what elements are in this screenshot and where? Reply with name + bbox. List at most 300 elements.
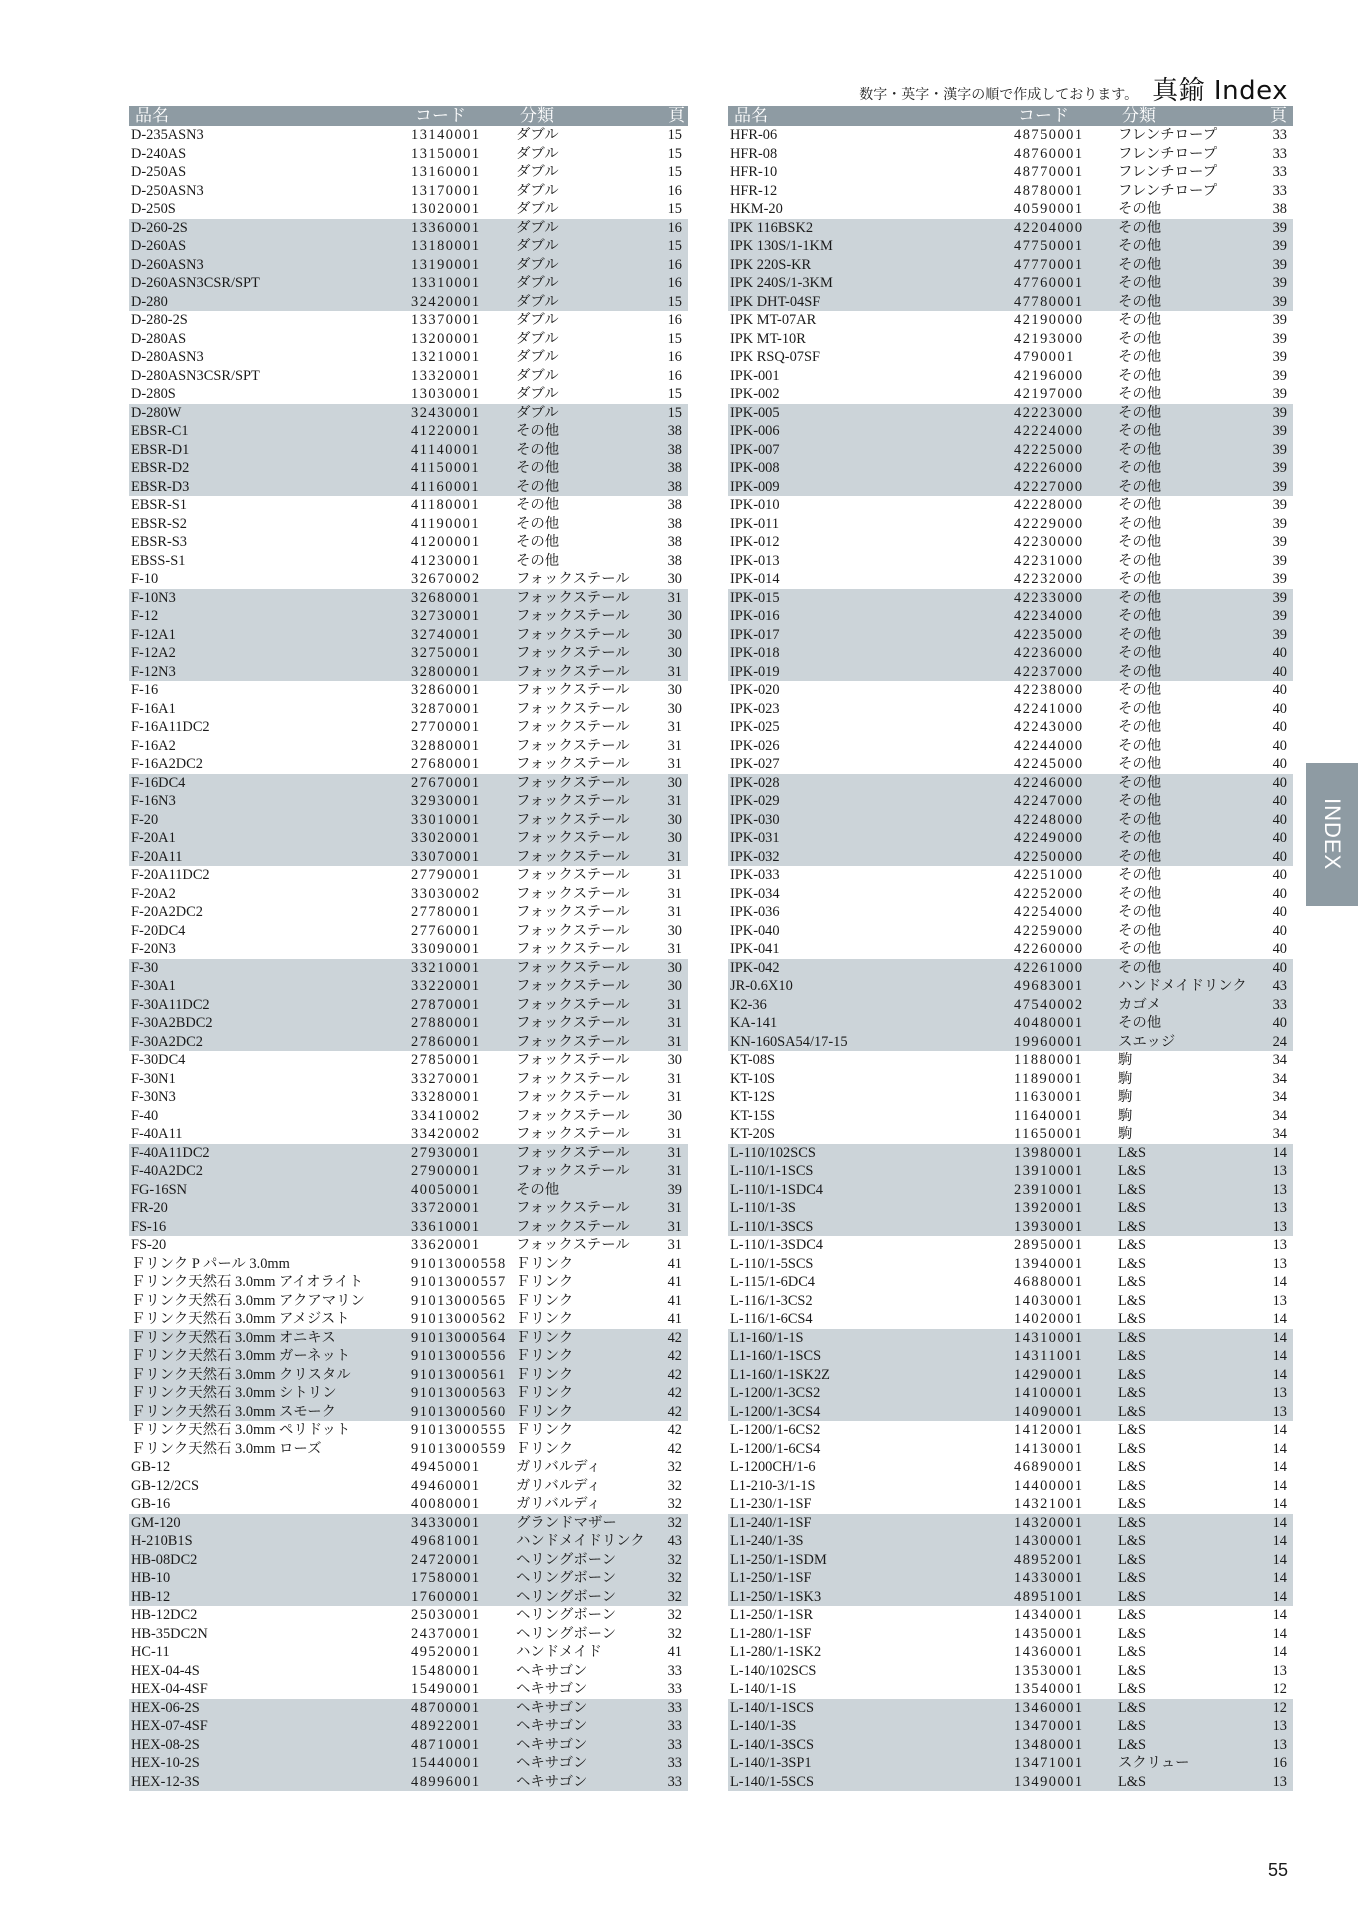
item-name: IPK DHT-04SF: [728, 293, 1012, 312]
item-name: D-280AS: [131, 330, 187, 347]
item-category: その他: [1118, 497, 1162, 513]
item-code: 15490001: [411, 1681, 481, 1697]
item-category: フォックステール: [514, 996, 662, 1015]
item-name: IPK-014: [730, 571, 780, 587]
item-category: ダブル: [514, 274, 662, 293]
item-name: KT-15S: [730, 1107, 776, 1124]
col-header-name: 品名: [728, 106, 1012, 126]
item-category: ヘキサゴン: [514, 1754, 662, 1773]
item-code: 13140001: [411, 127, 481, 143]
item-page: 31: [667, 1237, 682, 1253]
item-code: 91013000559: [411, 1440, 507, 1457]
item-name: IPK-041: [730, 941, 780, 957]
item-name: Ｆリンク天然石 3.0mm オニキス: [129, 1329, 409, 1348]
item-category: その他: [1116, 848, 1264, 867]
item-page: 39: [662, 1181, 688, 1200]
item-category: その他: [1116, 663, 1264, 682]
item-page: 33: [662, 1736, 688, 1755]
item-category: その他: [1116, 792, 1264, 811]
table-row: [728, 496, 1293, 515]
item-page: 38: [662, 422, 688, 441]
item-category: ダブル: [516, 127, 559, 143]
table-row: [728, 1033, 1293, 1052]
item-category: フォックステール: [514, 1218, 662, 1237]
table-row: [129, 515, 688, 534]
item-category: ヘキサゴン: [514, 1717, 662, 1736]
item-category: フォックステール: [516, 571, 630, 587]
item-category: その他: [1118, 515, 1162, 532]
item-page: 40: [1272, 700, 1287, 717]
item-page: 33: [662, 1699, 688, 1718]
item-category: L&S: [1116, 1162, 1264, 1181]
item-code: 13370001: [411, 312, 481, 328]
col-header-category: 分類: [1116, 106, 1264, 126]
item-code: 40590001: [1014, 201, 1084, 217]
table-row: [728, 1606, 1293, 1625]
item-name: L1-240/1-1SF: [728, 1514, 1012, 1533]
table-row: [728, 607, 1293, 626]
item-code: 42225000: [1012, 441, 1116, 460]
item-category: ダブル: [516, 164, 559, 180]
item-page: 14: [1264, 1514, 1293, 1533]
col-header-page: 頁: [662, 106, 688, 126]
table-row: [728, 1199, 1293, 1218]
item-page: 40: [1264, 848, 1293, 867]
item-name: L1-160/1-1SK2Z: [728, 1366, 1012, 1385]
item-page: 40: [1264, 644, 1293, 663]
item-name: K2-36: [728, 996, 1012, 1015]
item-name: HFR-08: [730, 145, 778, 162]
item-code: 42252000: [1014, 885, 1084, 902]
table-row: [728, 1181, 1293, 1200]
item-category: 駒: [1118, 1070, 1133, 1087]
item-code: 14290001: [1012, 1366, 1116, 1385]
table-row: [129, 626, 688, 645]
item-page: 13: [1264, 1717, 1293, 1736]
item-code: 41180001: [411, 497, 481, 513]
item-code: 27870001: [409, 996, 514, 1015]
item-code: 32860001: [411, 682, 481, 698]
item-page: 38: [662, 459, 688, 478]
item-page: 13: [1264, 1199, 1293, 1218]
item-name: IPK-040: [730, 922, 780, 939]
item-category: L&S: [1116, 1532, 1264, 1551]
item-code: 91013000560: [409, 1403, 514, 1422]
item-name: D-280ASN3CSR/SPT: [131, 367, 260, 384]
item-category: ヘリングボーン: [514, 1569, 662, 1588]
item-category: その他: [1118, 349, 1162, 365]
item-name: L-115/1-6DC4: [730, 1274, 816, 1290]
table-row: [129, 1014, 688, 1033]
item-page: 30: [667, 1052, 682, 1068]
item-category: その他: [1116, 626, 1264, 645]
item-name: L-1200CH/1-6: [730, 1459, 816, 1475]
item-page: 32: [662, 1514, 688, 1533]
item-page: 13: [1272, 1237, 1287, 1253]
item-category: その他: [1118, 904, 1162, 920]
table-row: [129, 718, 688, 737]
item-code: 27850001: [411, 1052, 481, 1068]
item-name: F-20A1: [129, 829, 409, 848]
item-code: 42233000: [1012, 589, 1116, 608]
item-code: 27880001: [409, 1014, 514, 1033]
item-page: 31: [662, 848, 688, 867]
item-code: 13540001: [1014, 1681, 1084, 1697]
item-page: 41: [667, 1292, 682, 1309]
item-page: 30: [662, 829, 688, 848]
table-row: [129, 1532, 688, 1551]
table-row: [129, 552, 688, 571]
item-code: 91013000555: [411, 1422, 507, 1438]
item-name: D-260ASN3: [129, 256, 409, 275]
item-name: IPK-036: [730, 904, 780, 920]
item-category: ダブル: [514, 219, 662, 238]
item-category: その他: [1118, 552, 1162, 569]
table-row: [129, 940, 688, 959]
item-name: IPK 116BSK2: [728, 219, 1012, 238]
item-code: 48952001: [1012, 1551, 1116, 1570]
item-code: 14321001: [1014, 1496, 1084, 1512]
table-row: [728, 774, 1293, 793]
table-row: [728, 1717, 1293, 1736]
table-row: [728, 866, 1293, 885]
item-name: L-116/1-6CS4: [730, 1311, 813, 1327]
table-row: [129, 1199, 688, 1218]
item-category: フォックステール: [514, 1162, 662, 1181]
item-page: 39: [1272, 515, 1287, 532]
item-category: その他: [1116, 1014, 1264, 1033]
item-name: EBSR-D1: [129, 441, 409, 460]
item-page: 31: [662, 1218, 688, 1237]
item-page: 15: [667, 386, 682, 402]
item-category: L&S: [1116, 1403, 1264, 1422]
item-name: D-280-2S: [131, 312, 188, 328]
item-name: Ｆリンク P パール 3.0mm: [131, 1255, 290, 1272]
item-category: ガリバルディ: [516, 1459, 601, 1475]
item-name: F-16: [131, 682, 159, 698]
item-page: 40: [1264, 829, 1293, 848]
item-code: 42259000: [1014, 922, 1084, 939]
item-page: 15: [667, 164, 682, 180]
item-name: IPK-006: [728, 422, 1012, 441]
item-category: L&S: [1118, 1311, 1146, 1327]
item-name: EBSR-S3: [131, 534, 187, 550]
item-page: 39: [1272, 571, 1287, 587]
item-code: 13470001: [1012, 1717, 1116, 1736]
table-row: [728, 1699, 1293, 1718]
item-page: 33: [1272, 145, 1287, 162]
item-name: Ｆリンク天然石 3.0mm アイオライト: [131, 1274, 364, 1290]
item-code: 13980001: [1012, 1144, 1116, 1163]
item-code: 42254000: [1014, 904, 1084, 920]
table-row: [728, 644, 1293, 663]
item-code: 13190001: [409, 256, 514, 275]
item-page: 13: [1264, 1403, 1293, 1422]
table-row: [129, 700, 688, 719]
item-code: 49681001: [409, 1532, 514, 1551]
item-name: IPK RSQ-07SF: [730, 349, 820, 365]
table-row: [129, 1625, 688, 1644]
item-category: ヘキサゴン: [514, 1773, 662, 1792]
table-row: [129, 496, 688, 515]
item-code: 49520001: [411, 1644, 481, 1660]
item-category: その他: [1116, 478, 1264, 497]
item-page: 39: [1272, 367, 1287, 384]
item-page: 39: [1272, 552, 1287, 569]
table-row: [728, 1125, 1293, 1144]
table-row: [129, 1366, 688, 1385]
item-category: フレンチロープ: [1118, 127, 1218, 143]
item-code: 91013000562: [411, 1311, 507, 1327]
item-page: 13: [1264, 1162, 1293, 1181]
item-category: L&S: [1118, 1422, 1146, 1438]
table-row: [129, 1736, 688, 1755]
item-code: 13180001: [409, 237, 514, 256]
item-code: 11650001: [1014, 1126, 1084, 1142]
item-category: L&S: [1118, 1274, 1146, 1290]
item-code: 23910001: [1012, 1181, 1116, 1200]
item-code: 14310001: [1012, 1329, 1116, 1348]
item-name: IPK-009: [728, 478, 1012, 497]
item-name: D-280: [129, 293, 409, 312]
table-row: [129, 1255, 688, 1274]
item-code: 13471001: [1012, 1754, 1116, 1773]
item-code: 4790001: [1014, 349, 1075, 365]
item-name: F-30N3: [131, 1089, 176, 1105]
item-code: 91013000557: [411, 1274, 507, 1290]
item-category: L&S: [1118, 1681, 1146, 1697]
item-category: ヘキサゴン: [516, 1662, 588, 1679]
item-page: 13: [1264, 1773, 1293, 1792]
item-page: 14: [1272, 1496, 1287, 1512]
item-name: D-260-2S: [129, 219, 409, 238]
table-row: [129, 1051, 688, 1070]
item-code: 14400001: [1014, 1477, 1084, 1494]
item-page: 39: [1264, 274, 1293, 293]
item-category: フォックステール: [514, 663, 662, 682]
item-code: 42234000: [1012, 607, 1116, 626]
table-row: [728, 1088, 1293, 1107]
item-page: 31: [667, 867, 682, 883]
item-category: L&S: [1116, 1347, 1264, 1366]
item-category: L&S: [1118, 1292, 1146, 1309]
item-page: 13: [1264, 1736, 1293, 1755]
item-code: 42244000: [1014, 737, 1084, 754]
item-page: 38: [1272, 201, 1287, 217]
item-code: 13530001: [1014, 1662, 1084, 1679]
item-category: ハンドメイドリンク: [1116, 977, 1264, 996]
item-code: 33410002: [411, 1107, 481, 1124]
item-name: L1-280/1-1SK2: [730, 1644, 822, 1660]
item-code: 40480001: [1012, 1014, 1116, 1033]
item-name: KT-20S: [730, 1126, 776, 1142]
item-code: 15440001: [409, 1754, 514, 1773]
table-row: [129, 1569, 688, 1588]
item-category: その他: [1116, 829, 1264, 848]
item-code: 14120001: [1014, 1422, 1084, 1438]
item-code: 49450001: [411, 1459, 481, 1475]
item-category: カゴメ: [1116, 996, 1264, 1015]
table-row: [728, 1014, 1293, 1033]
table-row: [728, 626, 1293, 645]
table-row: [728, 200, 1293, 219]
item-name: IPK MT-10R: [730, 330, 806, 347]
item-name: IPK-002: [730, 386, 780, 402]
item-code: 27670001: [409, 774, 514, 793]
item-code: 14350001: [1014, 1625, 1084, 1642]
item-code: 91013000556: [409, 1347, 514, 1366]
item-category: その他: [1116, 644, 1264, 663]
table-row: [728, 1273, 1293, 1292]
table-row: [129, 478, 688, 497]
item-code: 42250000: [1012, 848, 1116, 867]
item-name: F-12A1: [129, 626, 409, 645]
item-name: L-110/1-3S: [728, 1199, 1012, 1218]
item-name: IPK-025: [730, 719, 780, 735]
item-code: 14320001: [1012, 1514, 1116, 1533]
item-page: 30: [667, 682, 682, 698]
item-code: 17600001: [409, 1588, 514, 1607]
table-row: [728, 552, 1293, 571]
item-name: F-30DC4: [131, 1052, 186, 1068]
table-row: [728, 459, 1293, 478]
table-row: [129, 163, 688, 182]
item-name: HB-12: [129, 1588, 409, 1607]
item-name: L-1200/1-3CS2: [728, 1384, 1012, 1403]
item-name: F-40A11DC2: [129, 1144, 409, 1163]
item-code: 91013000564: [409, 1329, 514, 1348]
item-name: D-260ASN3CSR/SPT: [129, 274, 409, 293]
item-page: 42: [662, 1403, 688, 1422]
item-page: 40: [1264, 792, 1293, 811]
table-row: [129, 1347, 688, 1366]
item-code: 24370001: [411, 1625, 481, 1642]
item-name: HFR-06: [730, 127, 778, 143]
table-row: [129, 811, 688, 830]
item-code: 42241000: [1014, 700, 1084, 717]
table-row: [129, 1403, 688, 1422]
item-code: 33090001: [411, 941, 481, 957]
item-category: スクリュー: [1116, 1754, 1264, 1773]
item-page: 14: [1272, 1477, 1287, 1494]
table-row: [129, 681, 688, 700]
item-category: フレンチロープ: [1118, 182, 1218, 199]
item-name: KT-10S: [730, 1070, 776, 1087]
item-name: F-16A2DC2: [131, 756, 203, 772]
item-page: 30: [667, 571, 682, 587]
page-number: 55: [1267, 1860, 1288, 1880]
item-category: ヘキサゴン: [516, 1681, 588, 1697]
item-category: Ｆリンク: [514, 1329, 662, 1348]
item-category: ハンドメイド: [516, 1644, 602, 1660]
item-name: HB-35DC2N: [131, 1625, 208, 1642]
item-code: 27700001: [411, 719, 481, 735]
item-category: その他: [1118, 700, 1162, 717]
table-row: [129, 533, 688, 552]
table-row: [129, 385, 688, 404]
item-category: ダブル: [514, 237, 662, 256]
item-code: 33220001: [409, 977, 514, 996]
item-name: HB-12DC2: [131, 1607, 198, 1623]
item-category: ヘリングボーン: [514, 1588, 662, 1607]
item-page: 30: [662, 644, 688, 663]
table-row: [728, 737, 1293, 756]
item-name: F-30A1: [129, 977, 409, 996]
table-row: [728, 1347, 1293, 1366]
item-name: L1-280/1-1SF: [730, 1625, 812, 1642]
table-row: [129, 1588, 688, 1607]
table-row: [129, 1551, 688, 1570]
index-table-left: [129, 106, 688, 1791]
item-code: 42243000: [1014, 719, 1084, 735]
item-category: その他: [1116, 274, 1264, 293]
table-row: [728, 1532, 1293, 1551]
item-category: その他: [1118, 312, 1162, 328]
item-category: フォックステール: [514, 644, 662, 663]
item-category: L&S: [1116, 1218, 1264, 1237]
table-row: [129, 1107, 688, 1126]
item-page: 13: [1272, 1292, 1287, 1309]
item-category: ダブル: [516, 330, 559, 347]
item-page: 33: [1272, 182, 1287, 199]
item-code: 33610001: [409, 1218, 514, 1237]
item-category: L&S: [1116, 1514, 1264, 1533]
item-page: 14: [1272, 1440, 1287, 1457]
item-category: その他: [1118, 756, 1162, 772]
item-code: 91013000565: [411, 1292, 507, 1309]
item-page: 39: [1264, 478, 1293, 497]
item-page: 40: [1272, 737, 1287, 754]
item-code: 33020001: [409, 829, 514, 848]
item-code: 11890001: [1014, 1070, 1084, 1087]
item-code: 33030002: [411, 885, 481, 902]
item-page: 34: [1272, 1126, 1287, 1142]
item-page: 15: [662, 404, 688, 423]
table-row: [728, 1551, 1293, 1570]
item-name: L-140/1-1SCS: [728, 1699, 1012, 1718]
item-code: 14330001: [1012, 1569, 1116, 1588]
table-row: [129, 311, 688, 330]
item-page: 40: [1272, 867, 1287, 883]
item-page: 31: [662, 663, 688, 682]
item-name: L-110/1-3SDC4: [730, 1237, 824, 1253]
item-category: Ｆリンク: [514, 1384, 662, 1403]
item-code: 33280001: [411, 1089, 481, 1105]
table-row: [728, 1625, 1293, 1644]
item-code: 42197000: [1014, 386, 1084, 402]
item-code: 42228000: [1014, 497, 1084, 513]
table-row: [129, 977, 688, 996]
item-page: 31: [662, 1199, 688, 1218]
item-category: その他: [1116, 589, 1264, 608]
item-page: 16: [662, 256, 688, 275]
item-category: フレンチロープ: [1118, 145, 1218, 162]
item-page: 30: [662, 774, 688, 793]
table-row: [728, 1643, 1293, 1662]
item-page: 39: [1264, 256, 1293, 275]
item-category: その他: [514, 478, 662, 497]
item-page: 31: [662, 589, 688, 608]
item-code: 32730001: [409, 607, 514, 626]
item-name: IPK 130S/1-1KM: [728, 237, 1012, 256]
item-category: その他: [1118, 682, 1162, 698]
table-row: [129, 237, 688, 256]
item-name: F-20DC4: [131, 922, 186, 939]
table-row: [129, 1606, 688, 1625]
item-name: IPK-028: [728, 774, 1012, 793]
item-name: IPK 220S-KR: [728, 256, 1012, 275]
item-page: 39: [1264, 626, 1293, 645]
